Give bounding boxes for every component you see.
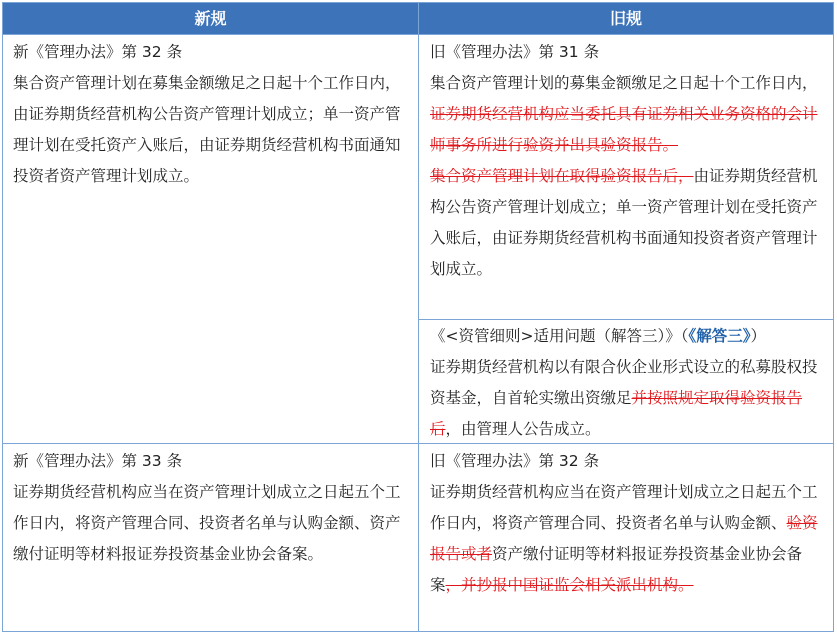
row2-new-body: 证券期货经营机构应当在资产管理计划成立之日起五个工作日内，将资产管理合同、投资者名单与认购金额、资产缴付证明等材料报证券投资基金业协会备案。 xyxy=(13,483,401,563)
header-old: 旧规 xyxy=(419,3,833,34)
row2-new-title: 新《管理办法》第 33 条 xyxy=(13,452,183,470)
faq-title-end: ） xyxy=(750,327,767,345)
row1-old-para1 xyxy=(430,68,828,161)
faq-title xyxy=(430,321,828,352)
row2-old-deleted2: ，并抄报中国证监会相关派出机构。 xyxy=(445,576,694,594)
column-divider xyxy=(418,3,419,631)
row2-old-cell xyxy=(430,446,828,601)
faq-text2: ，由管理人公告成立。 xyxy=(445,420,601,438)
faq-text1: 证券期货经营机构以有限合伙企业形式设立的私募股权投资基金，自首轮实缴出资缴足 xyxy=(430,358,818,407)
header-divider xyxy=(3,34,833,35)
faq-title-bold: 《解答三》 xyxy=(688,327,751,345)
faq-body xyxy=(430,352,828,445)
row2-old-text1: 证券期货经营机构应当在资产管理计划成立之日起五个工作日内，将资产管理合同、投资者名单与认购金额、 xyxy=(430,483,818,532)
row1-new-cell xyxy=(13,37,413,192)
row1-faq-cell xyxy=(430,321,828,445)
header-new: 新规 xyxy=(3,3,418,34)
row1-old-para2 xyxy=(430,161,828,285)
faq-divider xyxy=(419,319,833,320)
row1-old-deleted2: 集合资产管理计划在取得验资报告后， xyxy=(430,167,694,185)
row1-old-cell xyxy=(430,37,828,285)
faq-title-text: 《<资管细则>适用问题（解答三）》（ xyxy=(430,327,689,345)
faq-deleted1: 并按照规定取得验资报告后 xyxy=(430,389,803,438)
comparison-table xyxy=(2,2,834,632)
row1-old-text1: 集合资产管理计划的募集金额缴足之日起十个工作日内， xyxy=(430,74,818,92)
row1-old-title: 旧《管理办法》第 31 条 xyxy=(430,43,600,61)
row2-old-deleted1: 验资报告或者 xyxy=(430,514,818,563)
row1-old-text2: 由证券期货经营机构公告资产管理计划成立；单一资产管理计划在受托资产入账后，由证券期货经营机构书面通知投资者资产管理计划成立。 xyxy=(430,167,818,278)
row2-old-title: 旧《管理办法》第 32 条 xyxy=(430,452,600,470)
row1-old-deleted1: 证券期货经营机构应当委托具有证券相关业务资格的会计师事务所进行验资并出具验资报告。 xyxy=(430,105,818,154)
row2-old-body xyxy=(430,477,828,601)
row1-new-body: 集合资产管理计划在募集金额缴足之日起十个工作日内，由证券期货经营机构公告资产管理计划成立；单一资产管理计划在受托资产入账后，由证券期货经营机构书面通知投资者资产管理计划成立。 xyxy=(13,74,401,185)
row2-new-cell xyxy=(13,446,413,570)
row1-new-title: 新《管理办法》第 32 条 xyxy=(13,43,183,61)
row2-old-text2: 资产缴付证明等材料报证券投资基金业协会备案 xyxy=(430,545,803,594)
